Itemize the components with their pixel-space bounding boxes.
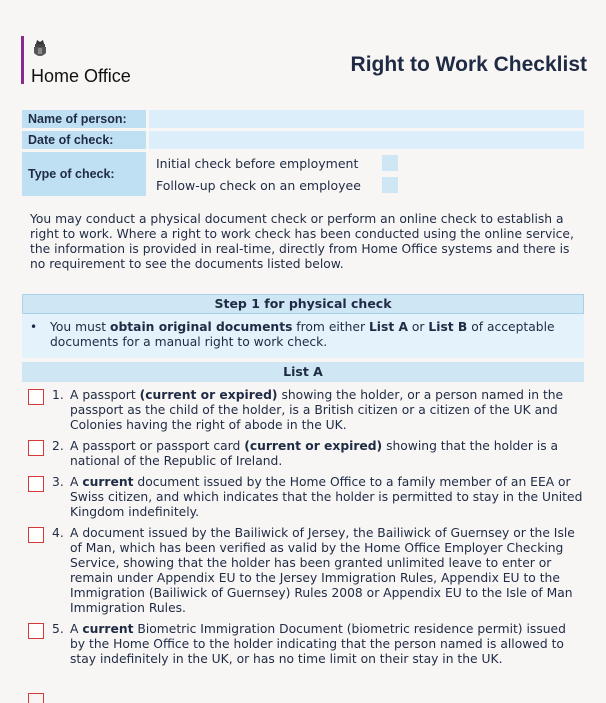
- item-checkbox[interactable]: [28, 389, 44, 405]
- type-row: [22, 152, 584, 196]
- item-checkbox[interactable]: [28, 476, 44, 492]
- list-item: [28, 622, 584, 667]
- name-label: Name of person:: [22, 110, 146, 128]
- item-text-bold: (current or expired): [244, 439, 383, 453]
- type-option-initial: [156, 152, 584, 174]
- type-option-label: Initial check before employment: [156, 155, 359, 171]
- list-item: [28, 439, 584, 469]
- step1-body: [22, 314, 584, 358]
- item-text: A document issued by the Bailiwick of Jersey, the Bailiwick of Guernsey or the Isle of Man, which has been verified as valid by the Home Office Employer Checking Service, showing that the holder has been granted unlimited leave to enter or remain under Appendix EU to the Jersey Immigration Rules, Appendix EU to the Immigration (Bailiwick of Guernsey) Rules 2008 or Appendix EU to the Isle of Man Immigration Rules.: [70, 526, 575, 615]
- item-text: showing that the holder is a national of the Republic of Ireland.: [70, 439, 559, 468]
- name-field[interactable]: [149, 110, 584, 128]
- type-label: Type of check:: [22, 152, 146, 196]
- date-field[interactable]: [149, 131, 584, 149]
- item-number: 1.: [52, 388, 64, 402]
- type-option-label: Follow-up check on an employee: [156, 177, 361, 193]
- item-text-bold: current: [82, 475, 134, 489]
- name-row: [22, 110, 584, 128]
- item-checkbox-partial[interactable]: [28, 693, 44, 703]
- text-run: or: [408, 320, 429, 334]
- item-text: A passport or passport card: [70, 439, 245, 453]
- text-run: of acceptable documents for a manual right to work check.: [50, 320, 555, 349]
- type-followup-checkbox[interactable]: [382, 177, 398, 193]
- text-run: from either: [292, 320, 369, 334]
- date-row: [22, 131, 584, 149]
- text-bold: obtain original documents: [110, 320, 293, 334]
- logo-accent-bar: [21, 36, 24, 84]
- item-number: 3.: [52, 475, 64, 489]
- list-item: [28, 475, 584, 520]
- intro-paragraph: You may conduct a physical document check or perform an online check to establish a right to work. Where a right to work check has been conducted using the online service, the information is provided in real-time, directly from Home Office systems and there is no requirement to see the documents listed below.: [30, 212, 574, 271]
- item-checkbox[interactable]: [28, 440, 44, 456]
- date-label: Date of check:: [22, 131, 146, 149]
- bullet-icon: •: [30, 320, 38, 334]
- text-bold: List B: [428, 320, 468, 334]
- list-a-heading: List A: [22, 362, 584, 382]
- item-text-bold: current: [82, 622, 134, 636]
- item-text-bold: (current or expired): [139, 388, 278, 402]
- info-table: [22, 110, 584, 199]
- item-text: A: [70, 622, 83, 636]
- text-bold: List A: [368, 320, 408, 334]
- royal-crest-icon: [31, 38, 49, 60]
- item-text: document issued by the Home Office to a family member of an EEA or Swiss citizen, and which indicates that the holder is permitted to stay in the United Kingdom indefinitely.: [70, 475, 583, 519]
- type-option-followup: [156, 174, 584, 196]
- page-title: Right to Work Checklist: [350, 53, 587, 76]
- type-initial-checkbox[interactable]: [382, 155, 398, 171]
- item-text: showing the holder, or a person named in the passport as the child of the holder, is a British citizen or a citizen of the UK and Colonies having the right of abode in the UK.: [70, 388, 564, 432]
- item-number: 2.: [52, 439, 64, 453]
- item-number: 4.: [52, 526, 64, 540]
- item-text: A: [70, 475, 83, 489]
- list-a-items: [28, 388, 584, 673]
- org-name: Home Office: [31, 66, 131, 86]
- step1-heading: Step 1 for physical check: [22, 294, 584, 314]
- text-run: You must: [50, 320, 111, 334]
- item-number: 5.: [52, 622, 64, 636]
- item-text: A passport: [70, 388, 140, 402]
- list-item: [28, 388, 584, 433]
- item-text: Biometric Immigration Document (biometric residence permit) issued by the Home Office to the holder indicating that the person named is allowed to stay indefinitely in the UK, or has no time limit on their stay in the UK.: [70, 622, 566, 666]
- step1-bullet-text: [50, 320, 570, 350]
- item-checkbox[interactable]: [28, 623, 44, 639]
- list-item: [28, 526, 584, 616]
- item-checkbox[interactable]: [28, 527, 44, 543]
- type-options: [156, 152, 584, 196]
